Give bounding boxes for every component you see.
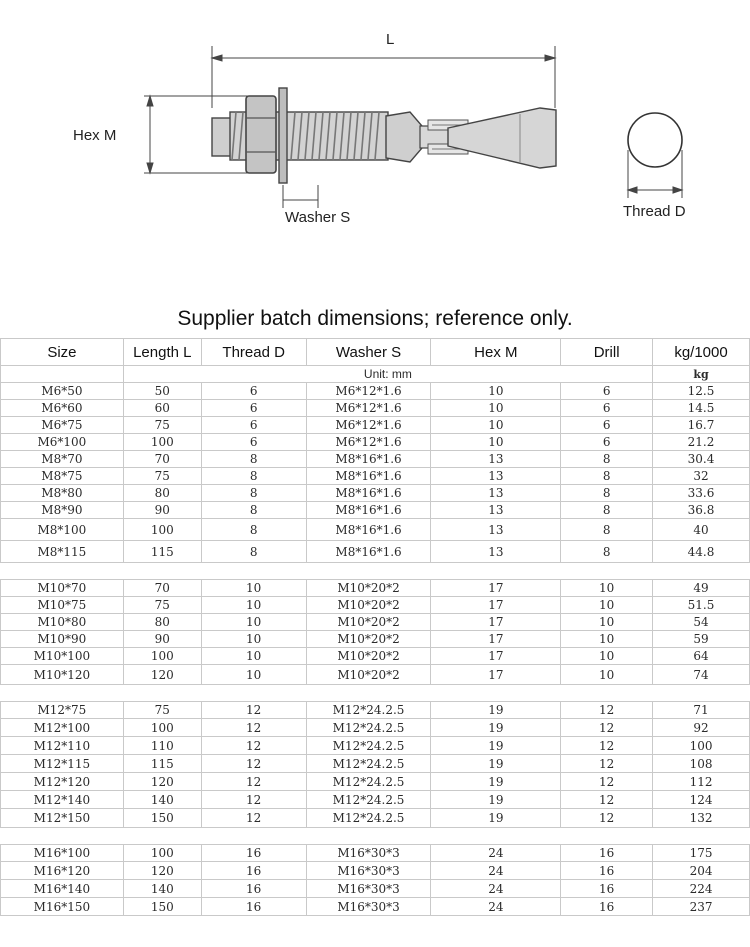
cell-size: M8*100 xyxy=(1,519,124,541)
cell-size: M6*50 xyxy=(1,383,124,400)
cell-weight: 40 xyxy=(653,519,750,541)
cell-drill: 8 xyxy=(561,485,653,502)
cell-length: 50 xyxy=(123,383,201,400)
cell-hex: 10 xyxy=(431,434,561,451)
cell-size: M8*90 xyxy=(1,502,124,519)
table-row xyxy=(1,400,750,417)
cell-washer: M10*20*2 xyxy=(306,580,431,597)
cell-thread: 8 xyxy=(201,502,306,519)
cell-size: M6*75 xyxy=(1,417,124,434)
cell-length: 120 xyxy=(123,773,201,791)
cell-weight: 51.5 xyxy=(653,597,750,614)
cell-washer: M12*24.2.5 xyxy=(306,791,431,809)
cell-drill: 16 xyxy=(561,845,653,862)
header-drill: Drill xyxy=(561,339,653,366)
cell-length: 100 xyxy=(123,519,201,541)
thread-end-view xyxy=(628,113,682,167)
table-row xyxy=(1,597,750,614)
cell-drill: 10 xyxy=(561,597,653,614)
cell-drill: 12 xyxy=(561,719,653,737)
cell-weight: 124 xyxy=(653,791,750,809)
cell-length: 70 xyxy=(123,451,201,468)
cell-length: 110 xyxy=(123,737,201,755)
cell-washer: M8*16*1.6 xyxy=(306,541,431,563)
cell-thread: 16 xyxy=(201,898,306,916)
cell-drill: 12 xyxy=(561,702,653,719)
table-row xyxy=(1,719,750,737)
cell-drill: 16 xyxy=(561,898,653,916)
cell-size: M12*115 xyxy=(1,755,124,773)
header-washer: Washer S xyxy=(306,339,431,366)
table-row xyxy=(1,880,750,898)
cell-hex: 13 xyxy=(431,451,561,468)
table-row xyxy=(1,755,750,773)
cell-length: 90 xyxy=(123,502,201,519)
cell-hex: 19 xyxy=(431,755,561,773)
cell-hex: 13 xyxy=(431,468,561,485)
cell-thread: 16 xyxy=(201,845,306,862)
cell-drill: 8 xyxy=(561,519,653,541)
cell-washer: M16*30*3 xyxy=(306,862,431,880)
cell-size: M16*150 xyxy=(1,898,124,916)
table-row xyxy=(1,451,750,468)
thread-label: Thread D xyxy=(623,203,686,220)
cell-length: 75 xyxy=(123,597,201,614)
group-separator xyxy=(1,685,750,702)
table-row xyxy=(1,417,750,434)
header-length: Length L xyxy=(123,339,201,366)
cell-size: M12*140 xyxy=(1,791,124,809)
cell-drill: 12 xyxy=(561,773,653,791)
cell-length: 115 xyxy=(123,541,201,563)
cell-length: 140 xyxy=(123,880,201,898)
cell-hex: 10 xyxy=(431,383,561,400)
table-row xyxy=(1,862,750,880)
cell-weight: 224 xyxy=(653,880,750,898)
cell-washer: M10*20*2 xyxy=(306,648,431,665)
cell-washer: M16*30*3 xyxy=(306,845,431,862)
table-row xyxy=(1,541,750,563)
cell-weight: 54 xyxy=(653,614,750,631)
cell-washer: M12*24.2.5 xyxy=(306,755,431,773)
table-row xyxy=(1,631,750,648)
cell-drill: 12 xyxy=(561,809,653,828)
cell-weight: 21.2 xyxy=(653,434,750,451)
anchor-bolt-drawing xyxy=(0,0,750,300)
cell-length: 100 xyxy=(123,719,201,737)
cell-hex: 24 xyxy=(431,862,561,880)
spec-table xyxy=(0,338,750,916)
cell-size: M12*110 xyxy=(1,737,124,755)
cell-thread: 6 xyxy=(201,383,306,400)
cell-size: M12*100 xyxy=(1,719,124,737)
cell-thread: 10 xyxy=(201,648,306,665)
cell-washer: M10*20*2 xyxy=(306,614,431,631)
cell-washer: M8*16*1.6 xyxy=(306,485,431,502)
header-thread: Thread D xyxy=(201,339,306,366)
cell-washer: M10*20*2 xyxy=(306,597,431,614)
cell-thread: 16 xyxy=(201,862,306,880)
cell-hex: 19 xyxy=(431,702,561,719)
cell-size: M10*80 xyxy=(1,614,124,631)
cell-drill: 6 xyxy=(561,400,653,417)
cell-size: M12*75 xyxy=(1,702,124,719)
cell-length: 150 xyxy=(123,898,201,916)
cell-size: M10*75 xyxy=(1,597,124,614)
cell-weight: 132 xyxy=(653,809,750,828)
cell-hex: 24 xyxy=(431,845,561,862)
cell-hex: 19 xyxy=(431,737,561,755)
cell-washer: M12*24.2.5 xyxy=(306,702,431,719)
cell-weight: 12.5 xyxy=(653,383,750,400)
header-hex: Hex M xyxy=(431,339,561,366)
cell-length: 75 xyxy=(123,417,201,434)
cell-weight: 33.6 xyxy=(653,485,750,502)
cell-size: M10*70 xyxy=(1,580,124,597)
cell-hex: 19 xyxy=(431,773,561,791)
cell-weight: 49 xyxy=(653,580,750,597)
cell-hex: 19 xyxy=(431,719,561,737)
washer-label: Washer S xyxy=(285,209,351,226)
cell-washer: M8*16*1.6 xyxy=(306,468,431,485)
table-row xyxy=(1,665,750,685)
cell-length: 100 xyxy=(123,845,201,862)
cell-weight: 59 xyxy=(653,631,750,648)
cell-hex: 17 xyxy=(431,648,561,665)
table-row xyxy=(1,648,750,665)
cell-weight: 237 xyxy=(653,898,750,916)
table-row xyxy=(1,383,750,400)
cell-washer: M12*24.2.5 xyxy=(306,809,431,828)
cell-drill: 12 xyxy=(561,755,653,773)
cell-size: M8*70 xyxy=(1,451,124,468)
cell-washer: M8*16*1.6 xyxy=(306,502,431,519)
cell-size: M12*120 xyxy=(1,773,124,791)
cell-size: M10*90 xyxy=(1,631,124,648)
cell-weight: 16.7 xyxy=(653,417,750,434)
cell-thread: 6 xyxy=(201,434,306,451)
cell-size: M8*75 xyxy=(1,468,124,485)
cell-length: 70 xyxy=(123,580,201,597)
cell-weight: 108 xyxy=(653,755,750,773)
cell-size: M8*115 xyxy=(1,541,124,563)
cell-thread: 10 xyxy=(201,631,306,648)
hex-label: Hex M xyxy=(73,127,117,144)
cell-hex: 19 xyxy=(431,809,561,828)
cell-length: 75 xyxy=(123,468,201,485)
cell-size: M16*140 xyxy=(1,880,124,898)
cell-length: 100 xyxy=(123,434,201,451)
cell-hex: 17 xyxy=(431,597,561,614)
cell-size: M16*120 xyxy=(1,862,124,880)
washer-dimension-line xyxy=(283,185,318,208)
cell-thread: 12 xyxy=(201,809,306,828)
cell-hex: 24 xyxy=(431,880,561,898)
cell-hex: 10 xyxy=(431,400,561,417)
table-row xyxy=(1,580,750,597)
cell-hex: 13 xyxy=(431,541,561,563)
cell-size: M10*120 xyxy=(1,665,124,685)
cell-length: 80 xyxy=(123,614,201,631)
cell-drill: 16 xyxy=(561,880,653,898)
table-row xyxy=(1,791,750,809)
cell-drill: 8 xyxy=(561,468,653,485)
cell-washer: M8*16*1.6 xyxy=(306,451,431,468)
table-row xyxy=(1,702,750,719)
cell-thread: 8 xyxy=(201,541,306,563)
cell-weight: 112 xyxy=(653,773,750,791)
table-row xyxy=(1,898,750,916)
table-row xyxy=(1,468,750,485)
cell-weight: 100 xyxy=(653,737,750,755)
table-header-row xyxy=(1,339,750,366)
cell-hex: 13 xyxy=(431,502,561,519)
unit-spacer xyxy=(1,366,124,383)
cell-size: M10*100 xyxy=(1,648,124,665)
cell-hex: 17 xyxy=(431,631,561,648)
cell-length: 120 xyxy=(123,862,201,880)
cell-drill: 8 xyxy=(561,541,653,563)
group-separator xyxy=(1,563,750,580)
cell-weight: 175 xyxy=(653,845,750,862)
cell-thread: 12 xyxy=(201,755,306,773)
cell-hex: 17 xyxy=(431,614,561,631)
cell-drill: 16 xyxy=(561,862,653,880)
cell-length: 100 xyxy=(123,648,201,665)
cell-size: M6*100 xyxy=(1,434,124,451)
cell-thread: 8 xyxy=(201,468,306,485)
table-row xyxy=(1,434,750,451)
cell-thread: 8 xyxy=(201,519,306,541)
cell-washer: M6*12*1.6 xyxy=(306,417,431,434)
reference-note: Supplier batch dimensions; reference only. xyxy=(177,307,573,330)
cell-weight: 30.4 xyxy=(653,451,750,468)
cell-thread: 6 xyxy=(201,400,306,417)
table-row xyxy=(1,809,750,828)
table-row xyxy=(1,845,750,862)
cell-thread: 6 xyxy=(201,417,306,434)
cell-drill: 12 xyxy=(561,791,653,809)
cell-washer: M6*12*1.6 xyxy=(306,383,431,400)
cell-washer: M10*20*2 xyxy=(306,631,431,648)
cell-drill: 6 xyxy=(561,434,653,451)
table-row xyxy=(1,519,750,541)
cell-thread: 16 xyxy=(201,880,306,898)
header-weight: kg/1000 xyxy=(653,339,750,366)
cell-drill: 10 xyxy=(561,614,653,631)
cell-length: 90 xyxy=(123,631,201,648)
cell-weight: 14.5 xyxy=(653,400,750,417)
header-size: Size xyxy=(1,339,124,366)
cell-drill: 6 xyxy=(561,417,653,434)
cell-weight: 32 xyxy=(653,468,750,485)
unit-label: Unit: mm xyxy=(123,366,652,383)
cell-thread: 12 xyxy=(201,719,306,737)
cell-weight: 92 xyxy=(653,719,750,737)
cell-length: 115 xyxy=(123,755,201,773)
group-separator xyxy=(1,828,750,845)
anchor-bolt-diagram xyxy=(0,0,750,300)
cell-length: 140 xyxy=(123,791,201,809)
cell-size: M8*80 xyxy=(1,485,124,502)
cell-drill: 8 xyxy=(561,502,653,519)
cell-weight: 44.8 xyxy=(653,541,750,563)
cell-thread: 10 xyxy=(201,597,306,614)
cell-drill: 10 xyxy=(561,580,653,597)
cell-size: M6*60 xyxy=(1,400,124,417)
hex-nut xyxy=(246,96,276,173)
cell-hex: 13 xyxy=(431,485,561,502)
length-label: L xyxy=(386,31,395,48)
cell-washer: M12*24.2.5 xyxy=(306,737,431,755)
table-row xyxy=(1,773,750,791)
cell-thread: 10 xyxy=(201,665,306,685)
cell-weight: 204 xyxy=(653,862,750,880)
cell-hex: 13 xyxy=(431,519,561,541)
cell-length: 60 xyxy=(123,400,201,417)
cell-hex: 17 xyxy=(431,665,561,685)
cell-washer: M6*12*1.6 xyxy=(306,434,431,451)
cell-drill: 6 xyxy=(561,383,653,400)
cell-washer: M12*24.2.5 xyxy=(306,719,431,737)
cell-length: 80 xyxy=(123,485,201,502)
cell-size: M16*100 xyxy=(1,845,124,862)
cell-thread: 12 xyxy=(201,737,306,755)
cell-length: 150 xyxy=(123,809,201,828)
cell-size: M12*150 xyxy=(1,809,124,828)
cell-washer: M6*12*1.6 xyxy=(306,400,431,417)
cell-hex: 17 xyxy=(431,580,561,597)
cell-drill: 10 xyxy=(561,648,653,665)
cell-washer: M16*30*3 xyxy=(306,880,431,898)
table-row xyxy=(1,485,750,502)
cell-weight: 64 xyxy=(653,648,750,665)
cell-drill: 10 xyxy=(561,665,653,685)
cell-weight: 36.8 xyxy=(653,502,750,519)
cell-thread: 10 xyxy=(201,580,306,597)
cell-thread: 12 xyxy=(201,773,306,791)
weight-unit: kg xyxy=(653,366,750,383)
cell-drill: 12 xyxy=(561,737,653,755)
cell-washer: M12*24.2.5 xyxy=(306,773,431,791)
cell-thread: 10 xyxy=(201,614,306,631)
cell-drill: 8 xyxy=(561,451,653,468)
cell-washer: M10*20*2 xyxy=(306,665,431,685)
anchor-cone xyxy=(386,108,556,168)
cell-weight: 74 xyxy=(653,665,750,685)
cell-thread: 8 xyxy=(201,485,306,502)
cell-washer: M16*30*3 xyxy=(306,898,431,916)
cell-thread: 12 xyxy=(201,702,306,719)
cell-thread: 8 xyxy=(201,451,306,468)
table-row xyxy=(1,614,750,631)
table-row xyxy=(1,502,750,519)
table-row xyxy=(1,737,750,755)
cell-weight: 71 xyxy=(653,702,750,719)
cell-length: 120 xyxy=(123,665,201,685)
cell-thread: 12 xyxy=(201,791,306,809)
washer xyxy=(279,88,287,183)
cell-drill: 10 xyxy=(561,631,653,648)
cell-hex: 10 xyxy=(431,417,561,434)
cell-hex: 24 xyxy=(431,898,561,916)
cell-length: 75 xyxy=(123,702,201,719)
cell-washer: M8*16*1.6 xyxy=(306,519,431,541)
table-unit-row xyxy=(1,366,750,383)
cell-hex: 19 xyxy=(431,791,561,809)
